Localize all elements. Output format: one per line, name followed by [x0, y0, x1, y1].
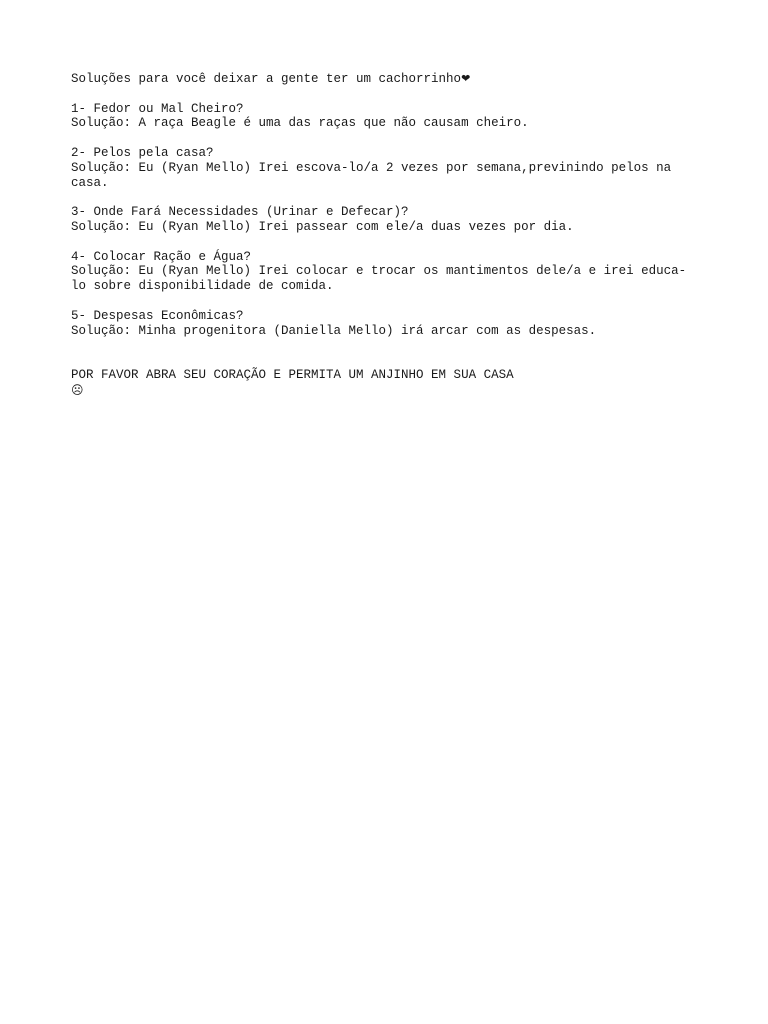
answer-5-line-1: Solução: Minha progenitora (Daniella Mello) irá arcar com as despesas.	[71, 323, 597, 338]
answer-1-line-1: Solução: A raça Beagle é uma das raças que não causam cheiro.	[71, 116, 529, 131]
closing-text: POR FAVOR ABRA SEU CORAÇÃO E PERMITA UM ANJINHO EM SUA CASA	[71, 367, 514, 382]
item-5	[71, 309, 701, 339]
title-text: Soluções para você deixar a gente ter um cachorrinho	[71, 72, 462, 86]
spacer	[71, 190, 701, 205]
document-body	[71, 72, 701, 398]
spacer	[71, 87, 701, 102]
answer-4-line-2: lo sobre disponibilidade de comida.	[71, 279, 334, 294]
spacer	[71, 338, 701, 368]
item-2	[71, 146, 701, 190]
question-4: 4- Colocar Ração e Água?	[71, 249, 252, 264]
answer-4-line-1: Solução: Eu (Ryan Mello) Irei colocar e trocar os mantimentos dele/a e irei educa-	[71, 264, 687, 279]
answer-2-line-1: Solução: Eu (Ryan Mello) Irei escova-lo/a 2 vezes por semana,previnindo pelos na	[71, 160, 672, 175]
answer-2-line-2: casa.	[71, 175, 109, 190]
item-3	[71, 205, 701, 235]
spacer	[71, 235, 701, 250]
question-1: 1- Fedor ou Mal Cheiro?	[71, 101, 244, 116]
document-title	[71, 72, 701, 87]
answer-3-line-1: Solução: Eu (Ryan Mello) Irei passear com ele/a duas vezes por dia.	[71, 219, 574, 234]
sad-face-icon: ☹	[71, 382, 84, 397]
item-1	[71, 102, 701, 132]
question-2: 2- Pelos pela casa?	[71, 145, 214, 160]
spacer	[71, 131, 701, 146]
heart-icon: ❤	[461, 72, 471, 85]
question-5: 5- Despesas Econômicas?	[71, 308, 244, 323]
item-4	[71, 250, 701, 294]
question-3: 3- Onde Fará Necessidades (Urinar e Defecar)?	[71, 205, 409, 220]
spacer	[71, 294, 701, 309]
